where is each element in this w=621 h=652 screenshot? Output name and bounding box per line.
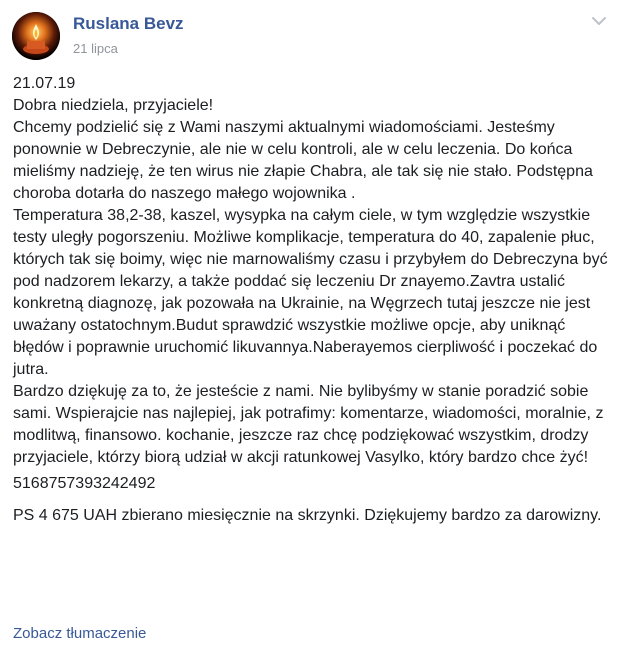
author-name[interactable]: Ruslana Bevz <box>73 14 184 33</box>
avatar[interactable] <box>12 12 60 60</box>
post-text: 21.07.19 Dobra niedziela, przyjaciele! Chcemy podzielić się z Wami naszymi aktualnymi wiadomościami. Jesteśmy ponownie w Debreczynie, ale nie w celu kontroli, ale w celu leczenia. Do końca mieliśmy nadzieję, że ten wirus nie złapie Chabra, ale tak się nie stało. Podstępna choroba dotarła do naszego małego wojownika . Temperatura 38,2-38, kaszel, wysypka na całym ciele, w tym względzie wszystkie testy uległy pogorszeniu. Możliwe komplikacje, temperatura do 40, zapalenie płuc, których tak się boimy, więc nie marnowaliśmy czasu i przybyłem do Debreczyna być pod nadzorem lekarzy, a także poddać się leczeniu Dr znayemo.Zavtra ustalić konkretną diagnozę, jak pozowała na Ukrainie, na Węgrzech tutaj jeszcze nie jest uważany ostatochnym.Budut sprawdzić wszystkie możliwe opcje, aby uniknąć błędów i poprawnie uruchomić likuvannya.Naberayemos cierpliwość i poczekać do jutra. Bardzo dziękuję za to, że jesteście z nami. Nie bylibyśmy w stanie poradzić sobie sami. Wspierajcie nas najlepiej, jak potrafimy: komentarze, wiadomości, moralnie, z modlitwą, finansowo. kochanie, jeszcze raz chcę podziękować wszystkim, drodzy przyjaciele, którzy biorą udział w akcji ratunkowej Vasylko, który bardzo chce żyć! <box>13 75 608 466</box>
fundraising-note: PS 4 675 UAH zbierano miesięcznie na skrzynki. Dziękujemy bardzo za darowizny. <box>13 507 602 524</box>
card-number: 5168757393242492 <box>13 475 156 492</box>
post-date[interactable]: 21 lipca <box>73 41 118 56</box>
chevron-down-icon <box>590 14 608 28</box>
candle-flame-icon <box>12 12 60 60</box>
see-translation-link[interactable]: Zobacz tłumaczenie <box>13 625 147 642</box>
post-body <box>13 73 613 527</box>
post-menu-button[interactable] <box>590 14 608 28</box>
